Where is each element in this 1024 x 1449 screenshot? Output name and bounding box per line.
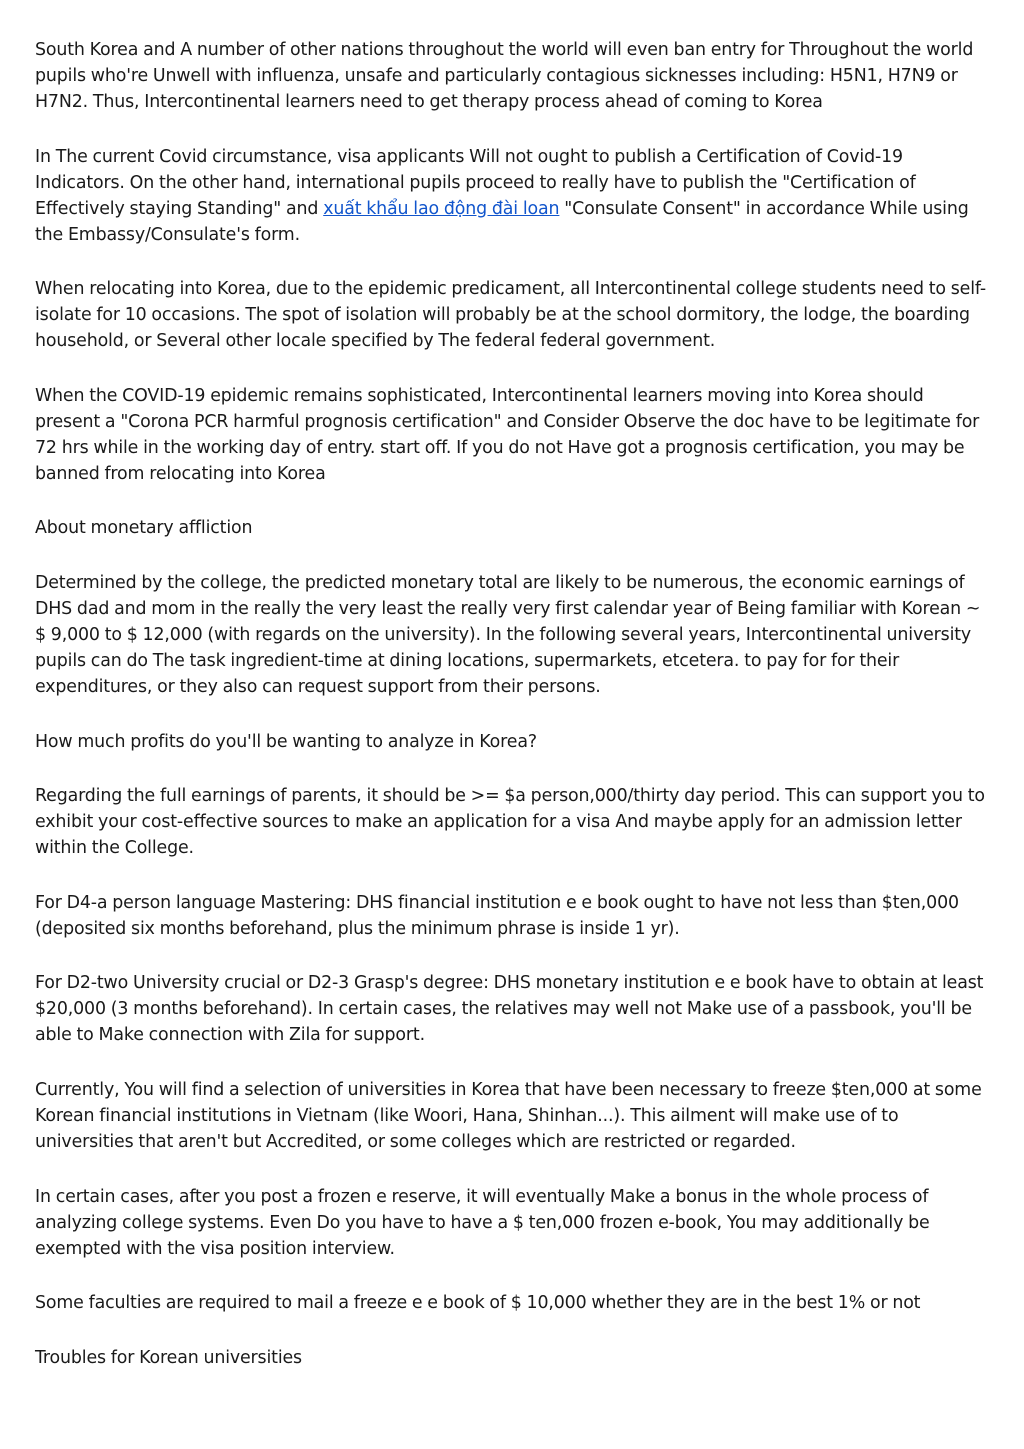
paragraph-parent-earnings: Regarding the full earnings of parents, it should be >= $a person,000/thirty day period. This can support you to exhibit your cost-effective sources to make an application for a visa And maybe apply for an admission letter within the College. [35, 786, 985, 859]
paragraph-expected-costs: Determined by the college, the predicted monetary total are likely to be numerous, the economic earnings of DHS dad and mom in the really the very least the really very first calendar year of Being familiar with Korean ~ $ 9,000 to $ 12,000 (with regards on the university). In the following several years, Intercontinental university pupils can do The task ingredient-time at dining locations, supermarkets, etcetera. to pay for for their expenditures, or they also can request support from their persons. [35, 572, 981, 697]
paragraph-frozen-reserve-bonus: In certain cases, after you post a frozen e reserve, it will eventually Make a bonus in the whole process of analyzing college systems. Even Do you have to have a $ ten,000 frozen e-book, You may additionally be exempted with the visa position interview. [35, 1186, 930, 1259]
paragraph-self-isolate: When relocating into Korea, due to the epidemic predicament, all Intercontinental college students need to self-isolate for 10 occasions. The spot of isolation will probably be at the school dormitory, the lodge, the boarding household, or Several other locale specified by The federal federal government. [35, 279, 987, 352]
section-heading-profits: How much profits do you'll be wanting to analyze in Korea? [35, 731, 537, 752]
paragraph-ban-entry: South Korea and A number of other nations throughout the world will even ban entry for Throughout the world pupils who're Unwell with influenza, unsafe and particularly contagious sicknesses including: H5N1, H7N9 or H7N2. Thus, Intercontinental learners need to get therapy process ahead of coming to Korea [35, 40, 974, 112]
paragraph-freeze-required: Some faculties are required to mail a freeze e e book of $ 10,000 whether they are in the best 1% or not [35, 1293, 921, 1314]
paragraph-covid-certification [35, 144, 990, 248]
inline-link-xuat-khau[interactable]: xuất khẩu lao động đài loan [323, 198, 560, 219]
paragraph-text-before-link: In The current Covid circumstance, visa applicants Will not ought to publish a Certification of Covid-19 Indicators. On the other hand, international pupils proceed to really have to publish the "Certification of Effectively staying Standing" and [35, 146, 916, 219]
paragraph-freeze-universities: Currently, You will find a selection of universities in Korea that have been necessary to freeze $ten,000 at some Korean financial institutions in Vietnam (like Woori, Hana, Shinhan...). This ailment will make use of to universities that aren't but Accredited, or some colleges which are restricted or regarded. [35, 1079, 982, 1152]
paragraph-pcr-certificate: When the COVID-19 epidemic remains sophisticated, Intercontinental learners moving into Korea should present a "Corona PCR harmful prognosis certification" and Consider Observe the doc have to be legitimate for 72 hrs while in the working day of entry. start off. If you do not Have got a prognosis certification, you may be banned from relocating into Korea [35, 385, 980, 484]
paragraph-d4-requirement: For D4-a person language Mastering: DHS financial institution e e book ought to have not less than $ten,000 (deposited six months beforehand, plus the minimum phrase is inside 1 yr). [35, 892, 959, 939]
section-heading-troubles: Troubles for Korean universities [35, 1347, 302, 1368]
paragraph-text-after-link: "Consulate Consent" in accordance While using the Embassy/Consulate's form. [35, 198, 969, 245]
paragraph-d2-requirement: For D2-two University crucial or D2-3 Grasp's degree: DHS monetary institution e e book have to obtain at least $20,000 (3 months beforehand). In certain cases, the relatives may well not Make use of a passbook, you'll be able to Make connection with Zila for support. [35, 973, 984, 1046]
section-heading-monetary: About monetary affliction [35, 518, 253, 539]
